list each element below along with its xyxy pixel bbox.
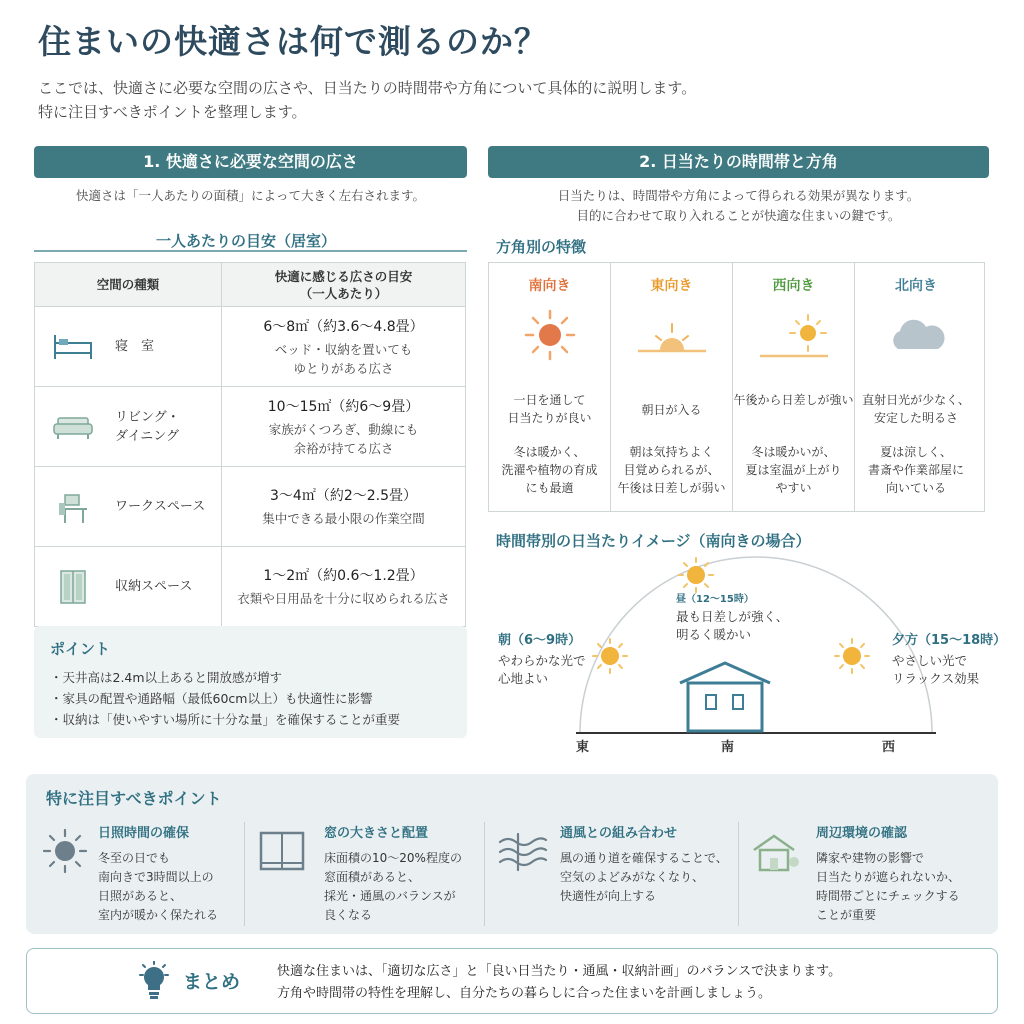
row-desc: 集中できる最小限の作業空間 (262, 511, 425, 526)
direction-text-1: 朝日が入る (641, 403, 702, 417)
table-row (35, 387, 466, 467)
focus-item-title: 日照時間の確保 (98, 826, 190, 841)
direction-text-1: 一日を通して 日当たりが良い (507, 393, 592, 425)
south-label: 南 (721, 740, 735, 755)
sun-noon-icon (679, 558, 713, 592)
morning-label: 朝（6〜9時） (498, 633, 582, 648)
window-icon (258, 830, 306, 876)
intro-text (38, 76, 938, 124)
row-area: 3〜4㎡（約2〜2.5畳） (270, 488, 417, 504)
direction-name: 南向き (528, 278, 571, 294)
intro-line-2: 特に注目すべきポイントを整理します。 (38, 103, 307, 121)
noon-desc: 最も日差しが強く、 明るく暖かい (676, 609, 789, 642)
direction-west (733, 263, 855, 511)
direction-north (855, 263, 977, 511)
direction-text-2: 冬は暖かいが、 夏は室温が上がり やすい (745, 445, 842, 495)
east-label: 東 (576, 740, 590, 755)
space-table (34, 262, 466, 627)
summary-line-1: 快適な住まいは、「適切な広さ」と「良い日当たり・通風・収納計画」のバランスで決まります。 (277, 964, 842, 979)
focus-item (816, 822, 986, 922)
direction-name: 東向き (650, 278, 693, 294)
direction-east (611, 263, 733, 511)
direction-name: 西向き (772, 278, 815, 294)
sun-icon (40, 826, 90, 880)
direction-south (489, 263, 611, 511)
summary-line-2: 方角や時間帯の特性を理解し、自分たちの暮らしに合った住まいを計画しましょう。 (277, 986, 772, 1001)
sun-icon (489, 303, 610, 367)
focus-item-title: 通風との組み合わせ (560, 826, 678, 841)
point-item: ・収納は「使いやすい場所に十分な量」を確保することが重要 (50, 712, 401, 727)
time-diagram-title: 時間帯別の日当たりイメージ（南向きの場合） (496, 532, 811, 550)
divider (244, 822, 245, 926)
lightbulb-icon (137, 961, 171, 1005)
summary-text (277, 961, 841, 1005)
point-item: ・天井高は2.4m以上あると開放感が増す (50, 670, 283, 685)
section-2-subtitle (488, 186, 989, 226)
focus-item-text: 冬至の日でも 南向きで3時間以上の 日照があると、 室内が暖かく保たれる (98, 851, 219, 922)
sunset-icon (733, 303, 854, 367)
focus-item (324, 822, 484, 922)
focus-item (560, 822, 740, 922)
col-type-header: 空間の種類 (35, 263, 222, 307)
row-type-name: ワークスペース (115, 499, 206, 514)
closet-icon (47, 567, 99, 607)
west-label: 西 (882, 740, 896, 755)
direction-text-2: 夏は涼しく、 書斎や作業部屋に 向いている (867, 445, 964, 495)
summary-box (26, 948, 998, 1014)
table-row (35, 307, 466, 387)
row-type-name: 収納スペース (115, 579, 193, 594)
direction-text-1: 午後から日差しが強い (733, 393, 854, 407)
focus-item-text: 風の通り道を確保することで、 空気のよどみがなくなり、 快適性が向上する (560, 851, 728, 903)
row-type-name: 寝 室 (115, 339, 155, 354)
focus-item-title: 周辺環境の確認 (816, 826, 908, 841)
evening-desc: やさしい光で リラックス効果 (892, 653, 980, 686)
direction-text-1: 直射日光が少なく、 安定した明るさ (862, 393, 970, 425)
row-desc: 衣類や日用品を十分に収められる広さ (237, 591, 450, 606)
table-title-underline (34, 250, 467, 252)
table-title: 一人あたりの目安（居室） (156, 232, 337, 250)
section-2-subtitle-line-1: 日当たりは、時間帯や方角によって得られる効果が異なります。 (557, 188, 920, 203)
section-1-heading: 1. 快適さに必要な空間の広さ (34, 146, 467, 178)
house-icon (680, 663, 770, 731)
direction-text-2: 冬は暖かく、 洗濯や植物の育成 にも最適 (501, 445, 598, 495)
focus-item (98, 822, 248, 922)
direction-grid (488, 262, 985, 512)
section-2-heading: 2. 日当たりの時間帯と方角 (488, 146, 989, 178)
row-desc: 家族がくつろぎ、動線にも 余裕が持てる広さ (268, 421, 419, 456)
desk-icon (47, 487, 99, 527)
point-box (34, 626, 467, 738)
focus-item-text: 隣家や建物の影響で 日当たりが遮られないか、 時間帯ごとにチェックする ことが重要 (816, 851, 961, 922)
row-type-name: リビング・ ダイニング (115, 409, 180, 444)
table-row (35, 547, 466, 627)
row-area: 1〜2㎡（約0.6〜1.2畳） (263, 568, 424, 584)
direction-title: 方角別の特徴 (496, 238, 587, 256)
page-title: 住まいの快適さは何で測るのか？ (38, 22, 548, 61)
focus-title: 特に注目すべきポイント (46, 789, 222, 808)
house-icon (748, 830, 800, 878)
table-row (35, 467, 466, 547)
summary-label: まとめ (183, 971, 241, 993)
point-list (34, 667, 467, 730)
sunrise-icon (611, 303, 732, 367)
divider (738, 822, 739, 926)
point-item: ・家具の配置や通路幅（最低60cm以上）も快適性に影響 (50, 691, 373, 706)
intro-line-1: ここでは、快適さに必要な空間の広さや、日当たりの時間帯や方角について具体的に説明します。 (38, 79, 697, 97)
divider (484, 822, 485, 926)
focus-item-text: 床面積の10〜20%程度の 窓面積があると、 採光・通風のバランスが 良くなる (324, 851, 462, 922)
morning-desc: やわらかな光で 心地よい (498, 653, 586, 686)
point-title: ポイント (50, 640, 111, 658)
focus-box (26, 774, 998, 934)
row-desc: ベッド・収納を置いても ゆとりがある広さ (274, 341, 413, 376)
direction-name: 北向き (895, 278, 937, 294)
wind-icon (496, 830, 548, 878)
space-table-header (35, 263, 466, 307)
focus-item-title: 窓の大きさと配置 (324, 826, 429, 841)
cloud-icon (855, 303, 977, 367)
evening-label: 夕方（15〜18時） (892, 633, 1007, 648)
sofa-icon (47, 407, 99, 447)
section-1-subtitle: 快適さは「一人あたりの面積」によって大きく左右されます。 (75, 188, 425, 203)
row-area: 6〜8㎡（約3.6〜4.8畳） (263, 318, 424, 335)
row-area: 10〜15㎡（約6〜9畳） (267, 398, 420, 415)
col-area-header: 快適に感じる広さの目安 （一人あたり） (222, 263, 466, 307)
bed-icon (47, 327, 99, 367)
direction-text-2: 朝は気持ちよく 目覚められるが、 午後は日差しが弱い (617, 445, 726, 495)
noon-label: 昼（12〜15時） (676, 594, 754, 605)
sun-evening-icon (835, 639, 869, 673)
section-2-subtitle-line-2: 目的に合わせて取り入れることが快適な住まいの鍵です。 (576, 208, 901, 223)
